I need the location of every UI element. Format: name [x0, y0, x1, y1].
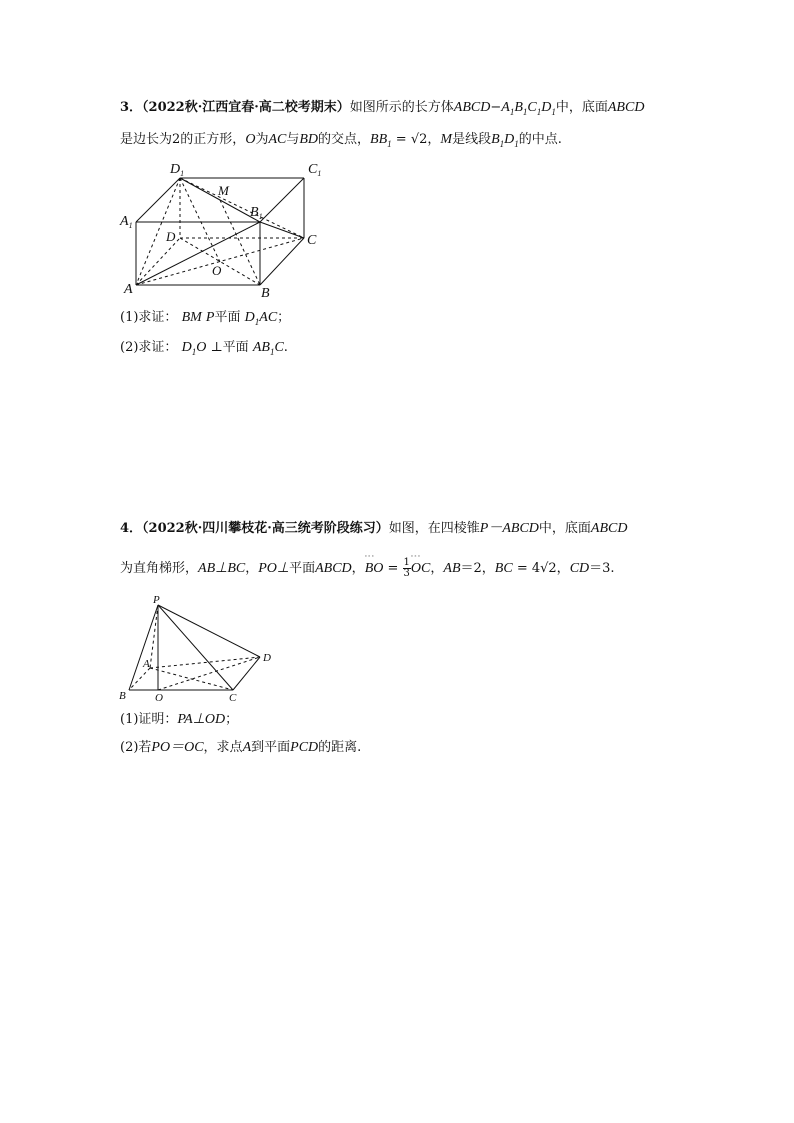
q3-text: 是边长为: [120, 132, 173, 147]
q4-AB-val: ＝2，: [460, 561, 495, 576]
edge-PB: [129, 605, 158, 690]
label-C: C: [307, 233, 317, 248]
q3-dash: −: [490, 100, 502, 115]
q3-D1AC: $D_1AC$: [244, 310, 278, 327]
q3-text: ，: [427, 132, 441, 147]
label-P: P: [153, 595, 160, 606]
q3-D1O: $D_1O$: [181, 340, 207, 357]
q3-text: 的正方形，: [180, 132, 246, 147]
q4-PO-eq-OC: PO＝OC: [151, 740, 204, 755]
q4-AB-perp-BC: AB⊥BC: [198, 561, 246, 576]
q3-text: 如图所示的长方体: [349, 100, 454, 115]
edge-CD: [233, 657, 260, 690]
label-B1: $B_1$: [250, 205, 263, 221]
q3-source: （2022秋·江西宜春·高二校考期末）: [142, 100, 350, 115]
q3-O: O: [245, 132, 256, 147]
q3-number: 3．: [120, 100, 143, 115]
q3-AC: AC: [268, 132, 287, 147]
label-O: O: [155, 692, 163, 704]
q4-part2: (2)若PO＝OC，求点A到平面PCD的距离.: [120, 740, 362, 755]
q4-vec-BO: ﾟﾟﾟ BO: [364, 555, 384, 576]
q3-side: 2: [172, 132, 181, 147]
q3-eq: =: [395, 132, 407, 147]
q4-part2-label: (2)若: [120, 740, 152, 755]
seg-D1C: [180, 178, 304, 238]
label-A: A: [124, 282, 133, 297]
edge-AB: [129, 668, 150, 690]
q4-pyramid: P－ABCD: [479, 521, 539, 536]
q3-text: 与: [286, 132, 300, 147]
seg-OD: [158, 657, 260, 690]
q3-line-2: [120, 132, 562, 152]
edge-PA: [150, 605, 158, 668]
q3-parallel: P: [205, 310, 215, 325]
q3-plane: 平面: [214, 310, 241, 325]
label-A: A: [143, 658, 150, 670]
label-O: O: [212, 263, 222, 278]
q3-part2-label: (2)求证：: [120, 340, 178, 355]
edge-AD: [136, 238, 180, 285]
seg-B1C: [260, 222, 304, 238]
q4-part1-label: (1)证明：: [120, 712, 178, 727]
q3-text: 的中点.: [518, 132, 562, 147]
q3-line-1: [120, 100, 644, 120]
q3-base: ABCD: [607, 100, 645, 115]
label-B: B: [261, 286, 270, 300]
q3-AB1C: $AB_1C$: [252, 340, 284, 357]
q3-solid: ABCD: [453, 100, 491, 115]
label-D: D: [166, 229, 176, 244]
seg-AC: [150, 668, 233, 690]
q4-line-2: 为直角梯形，AB⊥BC，PO⊥平面ABCD， ﾟﾟﾟ BO = $\frac{1}{3}$ ﾟﾟﾟ OC，AB＝2，BC = 4√2，CD＝3.: [120, 555, 615, 579]
q4-line-1: 4．（2022秋·四川攀枝花·高三统考阶段练习）如图，在四棱锥P－ABCD中，底面ABCD: [120, 521, 628, 536]
q4-fraction: $\frac{1}{3}$: [403, 557, 410, 579]
q3-text: 是线段: [452, 132, 492, 147]
edge-A1D1: [136, 178, 180, 222]
q4-figure: [115, 595, 285, 705]
q4-PO-perp: PO⊥: [258, 561, 290, 576]
q4-source: （2022秋·四川攀枝花·高三统考阶段练习）: [142, 521, 389, 536]
q3-top-face: $A_1B_1C_1D_1$: [501, 100, 556, 117]
label-C: C: [229, 692, 237, 704]
q3-part1: (1)求证： BM P平面 $D_1AC$；: [120, 310, 291, 327]
q3-BB1: $BB_1$: [370, 132, 392, 149]
q4-PA-perp-OD: PA⊥OD: [177, 712, 226, 727]
q4-number: 4．: [120, 521, 143, 536]
q3-part2: (2)求证： $D_1O$ ⊥平面 $AB_1C$.: [120, 340, 288, 357]
q4-BC-val: = 4√2: [516, 561, 557, 576]
edge-B1C1: [260, 178, 304, 222]
edge-PD: [158, 605, 260, 657]
q3-text: 中，底面: [555, 100, 608, 115]
q3-text: 的交点，: [318, 132, 371, 147]
label-D1: $D_1$: [170, 162, 185, 178]
q3-figure: [118, 155, 348, 300]
q4-base: ABCD: [590, 521, 628, 536]
q3-M: M: [440, 132, 453, 147]
q3-text: 为: [255, 132, 269, 147]
label-C1: $C_1$: [308, 162, 322, 178]
seg-B1A: [136, 222, 260, 285]
q3-perp-plane: ⊥平面: [210, 340, 249, 355]
q4-PCD: PCD: [290, 740, 319, 755]
q3-BM: BM: [181, 310, 202, 325]
edge-BC: [260, 238, 304, 285]
edge-PC: [158, 605, 233, 690]
label-M: M: [218, 183, 229, 198]
q3-part1-label: (1)求证：: [120, 310, 178, 325]
q3-B1D1: $B_1D_1$: [491, 132, 519, 149]
label-B: B: [119, 690, 126, 702]
q4-vec-OC: ﾟﾟﾟ OC: [410, 555, 431, 576]
label-A1: $A_1$: [120, 214, 133, 230]
q3-BD: BD: [299, 132, 319, 147]
seg-D1O: [180, 178, 220, 262]
q4-CD-val: ＝3.: [589, 561, 615, 576]
label-D: D: [263, 652, 271, 664]
q3-sqrt2: √2: [410, 132, 428, 147]
q4-part1: (1)证明：PA⊥OD；: [120, 712, 239, 727]
